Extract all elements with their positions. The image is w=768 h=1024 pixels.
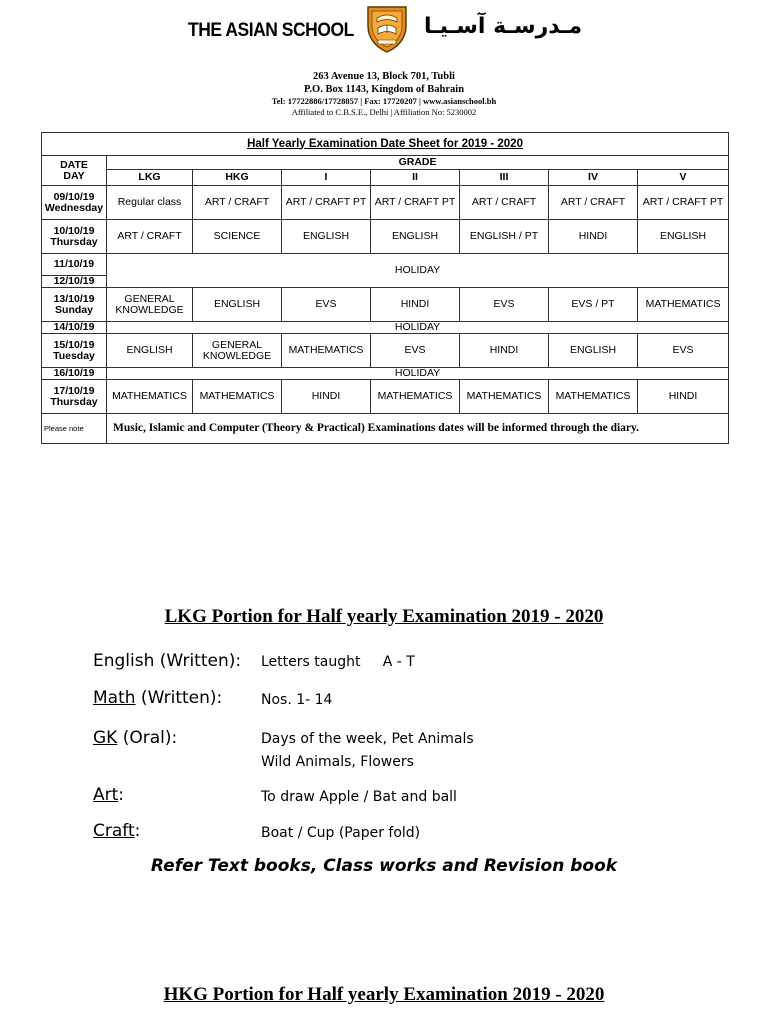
school-name-arabic: مـدرسـة آسـيـا	[424, 14, 583, 39]
exam-cell: MATHEMATICS	[460, 380, 549, 414]
table-row	[42, 380, 729, 414]
exam-cell: ART / CRAFT	[549, 186, 638, 220]
exam-cell: ART / CRAFT PT	[282, 186, 371, 220]
subject-portion: Wild Animals, Flowers	[261, 754, 414, 770]
exam-cell: ENGLISH / PT	[460, 220, 549, 254]
lkg-portion-title: LKG Portion for Half yearly Examination 2019 - 2020	[164, 606, 604, 627]
exam-cell: ART / CRAFT	[460, 186, 549, 220]
exam-cell: EVS / PT	[549, 288, 638, 322]
table-row	[42, 186, 729, 220]
exam-cell: ENGLISH	[371, 220, 460, 254]
holiday-cell: HOLIDAY	[107, 322, 729, 334]
exam-cell: ENGLISH	[193, 288, 282, 322]
exam-cell: ENGLISH	[549, 334, 638, 368]
exam-cell: ENGLISH	[107, 334, 193, 368]
date-day-header: DATE DAY	[42, 156, 107, 186]
exam-cell: MATHEMATICS	[549, 380, 638, 414]
subject-label: Art:	[93, 785, 125, 805]
exam-cell: ENGLISH	[282, 220, 371, 254]
date-cell: 16/10/19	[42, 368, 107, 380]
date-cell: 12/10/19	[42, 276, 107, 288]
date-cell: 17/10/19 Thursday	[42, 380, 107, 414]
table-row	[42, 288, 729, 322]
date-cell: 15/10/19 Tuesday	[42, 334, 107, 368]
exam-cell: GENERAL KNOWLEDGE	[107, 288, 193, 322]
date-cell: 09/10/19 Wednesday	[42, 186, 107, 220]
exam-cell: MATHEMATICS	[371, 380, 460, 414]
contact-info: Tel: 17722886/17728857 | Fax: 17720207 | www.asianschool.bh	[271, 96, 497, 106]
note-row	[42, 414, 729, 444]
exam-cell: ART / CRAFT	[193, 186, 282, 220]
exam-cell: MATHEMATICS	[638, 288, 729, 322]
exam-cell: EVS	[638, 334, 729, 368]
date-cell: 10/10/19 Thursday	[42, 220, 107, 254]
subject-portion: To draw Apple / Bat and ball	[261, 789, 457, 805]
exam-cell: EVS	[460, 288, 549, 322]
exam-cell: ENGLISH	[638, 220, 729, 254]
exam-cell: MATHEMATICS	[107, 380, 193, 414]
exam-cell: HINDI	[371, 288, 460, 322]
school-name: THE ASIAN SCHOOL	[188, 20, 354, 41]
exam-cell: MATHEMATICS	[193, 380, 282, 414]
school-crest-logo	[364, 4, 410, 54]
date-sheet-table	[41, 132, 729, 444]
subject-label: GK (Oral):	[93, 728, 178, 748]
grade-column-header: IV	[549, 170, 638, 186]
subject-portion: Days of the week, Pet Animals	[261, 731, 474, 747]
subject-label: Math (Written):	[93, 688, 223, 708]
exam-cell: GENERAL KNOWLEDGE	[193, 334, 282, 368]
date-sheet-title: Half Yearly Examination Date Sheet for 2019 - 2020	[42, 133, 729, 156]
subject-label: Craft:	[93, 821, 141, 841]
note-label: Please note	[42, 414, 107, 444]
grade-column-header: V	[638, 170, 729, 186]
refer-note: Refer Text books, Class works and Revision book	[150, 856, 618, 876]
address-line: 263 Avenue 13, Block 701, Tubli	[313, 71, 455, 82]
date-cell: 13/10/19 Sunday	[42, 288, 107, 322]
exam-cell: HINDI	[549, 220, 638, 254]
table-row	[42, 322, 729, 334]
table-row	[42, 254, 729, 276]
subject-portion: Boat / Cup (Paper fold)	[261, 825, 421, 841]
subject-portion: Letters taught A - T	[261, 654, 415, 670]
exam-cell: ART / CRAFT	[107, 220, 193, 254]
table-row	[42, 334, 729, 368]
grade-column-header: LKG	[107, 170, 193, 186]
affiliation-info: Affiliated to C.B.S.E., Delhi | Affiliation No: 5230002	[291, 107, 477, 117]
hkg-portion-title: HKG Portion for Half yearly Examination 2019 - 2020	[163, 984, 605, 1005]
grade-header: GRADE	[107, 156, 729, 170]
exam-cell: ART / CRAFT PT	[638, 186, 729, 220]
exam-cell: HINDI	[638, 380, 729, 414]
subject-label: English (Written):	[93, 651, 242, 671]
exam-cell: HINDI	[460, 334, 549, 368]
table-row	[42, 220, 729, 254]
exam-cell: SCIENCE	[193, 220, 282, 254]
grade-column-header: III	[460, 170, 549, 186]
holiday-cell: HOLIDAY	[107, 368, 729, 380]
table-row	[42, 368, 729, 380]
holiday-cell: HOLIDAY	[107, 254, 729, 288]
exam-cell: MATHEMATICS	[282, 334, 371, 368]
date-cell: 11/10/19	[42, 254, 107, 276]
grade-column-header: I	[282, 170, 371, 186]
exam-cell: EVS	[282, 288, 371, 322]
subject-portion: Nos. 1- 14	[261, 692, 333, 708]
grade-column-header: II	[371, 170, 460, 186]
exam-cell: Regular class	[107, 186, 193, 220]
exam-cell: HINDI	[282, 380, 371, 414]
address-po-box: P.O. Box 1143, Kingdom of Bahrain	[303, 84, 465, 95]
exam-cell: EVS	[371, 334, 460, 368]
grade-column-header: HKG	[193, 170, 282, 186]
exam-cell: ART / CRAFT PT	[371, 186, 460, 220]
note-text: Music, Islamic and Computer (Theory & Practical) Examinations dates will be informed through the diary.	[107, 414, 729, 444]
date-cell: 14/10/19	[42, 322, 107, 334]
